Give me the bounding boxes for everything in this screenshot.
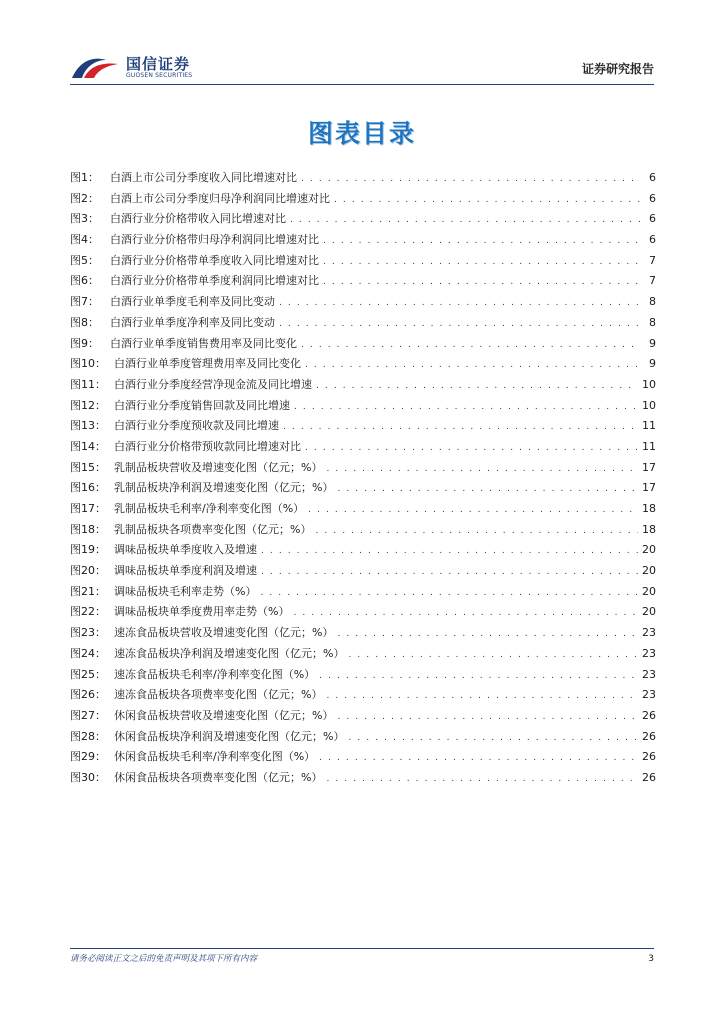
toc-entry[interactable] (70, 437, 656, 458)
toc-entry-title: 白酒行业分价格带单季度收入同比增速对比 (110, 253, 319, 267)
toc-entry-label: 图3： (70, 212, 99, 226)
toc-entry-label: 图16： (70, 481, 106, 495)
toc-entry-title: 调味品板块单季度费用率走势（%） (114, 605, 290, 619)
toc-entry-title: 白酒行业分季度经营净现金流及同比增速 (114, 377, 312, 391)
toc-entry-page: 7 (649, 274, 656, 288)
toc-entry[interactable] (70, 685, 656, 706)
toc-entry-label: 图8： (70, 315, 99, 329)
toc-entry-title: 白酒行业分价格带单季度利润同比增速对比 (110, 274, 319, 288)
toc-entry-page: 20 (642, 605, 656, 619)
toc-entry-page: 26 (642, 708, 656, 722)
toc-entry-label: 图19： (70, 543, 106, 557)
toc-dot-leader (319, 666, 638, 687)
toc-entry-label: 图18： (70, 522, 106, 536)
toc-entry[interactable] (70, 478, 656, 499)
toc-dot-leader (323, 272, 640, 293)
toc-entry-label: 图12： (70, 398, 106, 412)
footer-disclaimer: 请务必阅读正文之后的免责声明及其项下所有内容 (70, 954, 258, 964)
toc-dot-leader (316, 376, 638, 397)
toc-dot-leader (279, 314, 640, 335)
toc-entry-label: 图11： (70, 377, 106, 391)
toc-entry[interactable] (70, 747, 656, 768)
toc-entry[interactable] (70, 416, 656, 437)
toc-dot-leader (315, 521, 638, 542)
page-number: 3 (648, 954, 654, 964)
logo-chinese-name: 国信证券 (126, 55, 191, 73)
toc-entry[interactable] (70, 582, 656, 603)
toc-entry[interactable] (70, 313, 656, 334)
toc-entry-title: 休闲食品板块各项费率变化图（亿元；%） (114, 770, 323, 784)
toc-entry-label: 图24： (70, 646, 106, 660)
toc-entry[interactable] (70, 499, 656, 520)
toc-dot-leader (305, 355, 640, 376)
footer-divider (70, 948, 654, 949)
toc-entry-title: 调味品板块单季度利润及增速 (114, 564, 257, 578)
toc-entry-title: 速冻食品板块净利润及增速变化图（亿元；%） (114, 646, 345, 660)
toc-entry-label: 图10： (70, 357, 106, 371)
toc-entry-label: 图5： (70, 253, 99, 267)
toc-entry-title: 乳制品板块净利润及增速变化图（亿元；%） (114, 481, 334, 495)
toc-entry-title: 休闲食品板块净利润及增速变化图（亿元；%） (114, 729, 345, 743)
toc-entry[interactable] (70, 251, 656, 272)
logo-english-name: GUOSEN SECURITIES (126, 72, 193, 79)
figure-list (70, 168, 656, 789)
toc-entry-title: 速冻食品板块毛利率/净利率变化图（%） (114, 667, 316, 681)
toc-entry[interactable] (70, 768, 656, 789)
toc-entry[interactable] (70, 375, 656, 396)
toc-entry-page: 7 (649, 253, 656, 267)
toc-entry-title: 白酒行业分价格带预收款同比增速对比 (114, 439, 301, 453)
toc-entry-page: 10 (642, 377, 656, 391)
toc-entry-label: 图17： (70, 502, 106, 515)
toc-dot-leader (283, 417, 638, 438)
toc-entry-title: 乳制品板块毛利率/净利率变化图（%） (114, 502, 305, 515)
toc-entry-label: 图14： (70, 439, 106, 453)
toc-dot-leader (337, 479, 638, 500)
toc-entry-label: 图23： (70, 626, 106, 640)
toc-dot-leader (293, 603, 638, 624)
toc-entry-label: 图13： (70, 419, 106, 433)
toc-entry-label: 图20： (70, 564, 106, 578)
toc-entry-title: 乳制品板块各项费率变化图（亿元；%） (114, 522, 312, 536)
toc-entry-label: 图29： (70, 750, 106, 764)
toc-entry-page: 6 (649, 233, 656, 247)
toc-entry-label: 图7： (70, 295, 99, 309)
toc-entry-label: 图6： (70, 274, 99, 288)
toc-entry-page: 23 (642, 646, 656, 660)
toc-entry-page: 23 (642, 688, 656, 702)
toc-entry-page: 6 (649, 171, 656, 184)
toc-entry-page: 26 (642, 729, 656, 743)
toc-entry-page: 18 (642, 522, 656, 536)
toc-entry-page: 8 (649, 315, 656, 329)
toc-dot-leader (334, 190, 640, 211)
toc-entry-label: 图1： (70, 171, 99, 184)
toc-entry-page: 10 (642, 398, 656, 412)
toc-entry-title: 白酒行业单季度毛利率及同比变动 (110, 295, 275, 309)
toc-entry-page: 23 (642, 667, 656, 681)
toc-entry-page: 23 (642, 626, 656, 640)
toc-entry[interactable] (70, 334, 656, 355)
toc-entry-label: 图4： (70, 233, 99, 247)
toc-entry-title: 乳制品板块营收及增速变化图（亿元；%） (114, 460, 323, 474)
toc-entry[interactable] (70, 540, 656, 561)
toc-entry-page: 6 (649, 191, 656, 205)
toc-entry-label: 图2： (70, 191, 99, 205)
toc-entry[interactable] (70, 706, 656, 727)
toc-entry-page: 18 (642, 502, 656, 515)
toc-dot-leader (337, 624, 638, 645)
toc-entry[interactable] (70, 396, 656, 417)
toc-entry-label: 图25： (70, 667, 106, 681)
toc-entry-title: 休闲食品板块毛利率/净利率变化图（%） (114, 750, 316, 764)
toc-entry[interactable] (70, 623, 656, 644)
toc-dot-leader (279, 293, 640, 314)
toc-entry[interactable] (70, 727, 656, 748)
toc-entry-title: 白酒上市公司分季度归母净利润同比增速对比 (110, 191, 330, 205)
guosen-logo (70, 50, 210, 84)
toc-entry[interactable] (70, 168, 656, 189)
toc-entry-page: 17 (642, 481, 656, 495)
toc-entry-page: 20 (642, 564, 656, 578)
toc-entry-label: 图27： (70, 708, 106, 722)
toc-entry-page: 20 (642, 543, 656, 557)
toc-dot-leader (337, 707, 638, 728)
toc-entry-title: 白酒行业分价格带归母净利润同比增速对比 (110, 233, 319, 247)
toc-entry-title: 白酒行业分价格带收入同比增速对比 (110, 212, 286, 226)
toc-dot-leader (301, 169, 640, 190)
toc-dot-leader (348, 645, 638, 666)
toc-entry-page: 11 (642, 439, 656, 453)
toc-entry-label: 图26： (70, 688, 106, 702)
toc-entry-title: 休闲食品板块营收及增速变化图（亿元；%） (114, 708, 334, 722)
toc-dot-leader (260, 583, 638, 604)
toc-entry[interactable] (70, 230, 656, 251)
page-header (70, 48, 654, 84)
toc-dot-leader (326, 686, 638, 707)
toc-entry-page: 17 (642, 460, 656, 474)
toc-entry-label: 图28： (70, 729, 106, 743)
toc-entry-label: 图30： (70, 770, 106, 784)
toc-entry-title: 白酒上市公司分季度收入同比增速对比 (110, 171, 297, 184)
toc-entry-page: 20 (642, 584, 656, 598)
toc-entry-title: 白酒行业单季度净利率及同比变动 (110, 315, 275, 329)
toc-entry-page: 11 (642, 419, 656, 433)
toc-entry-title: 白酒行业单季度管理费用率及同比变化 (114, 357, 301, 371)
toc-entry-title: 速冻食品板块营收及增速变化图（亿元；%） (114, 626, 334, 640)
toc-dot-leader (348, 728, 638, 749)
toc-entry[interactable] (70, 458, 656, 479)
toc-title: 图表目录 (307, 119, 416, 148)
toc-dot-leader (323, 252, 640, 273)
toc-entry-label: 图15： (70, 460, 106, 474)
toc-dot-leader (323, 231, 640, 252)
toc-entry-page: 6 (649, 212, 656, 226)
toc-entry[interactable] (70, 354, 656, 375)
toc-dot-leader (326, 459, 638, 480)
guosen-logo-icon (70, 54, 120, 80)
toc-entry-page: 8 (649, 295, 656, 309)
toc-entry[interactable] (70, 665, 656, 686)
toc-entry-title: 速冻食品板块各项费率变化图（亿元；%） (114, 688, 323, 702)
toc-dot-leader (301, 335, 640, 356)
toc-entry-title: 调味品板块毛利率走势（%） (114, 584, 257, 598)
toc-entry[interactable] (70, 561, 656, 582)
toc-entry-label: 图9： (70, 336, 99, 350)
toc-dot-leader (308, 500, 638, 521)
toc-entry[interactable] (70, 520, 656, 541)
toc-entry[interactable] (70, 292, 656, 313)
report-type-label: 证券研究报告 (581, 62, 654, 76)
toc-dot-leader (294, 397, 638, 418)
toc-entry-label: 图22： (70, 605, 106, 619)
toc-entry[interactable] (70, 602, 656, 623)
header-divider (70, 84, 654, 85)
toc-entry-page: 26 (642, 770, 656, 784)
toc-dot-leader (261, 562, 638, 583)
toc-dot-leader (326, 769, 638, 790)
toc-entry[interactable] (70, 189, 656, 210)
toc-dot-leader (305, 438, 638, 459)
toc-entry-title: 白酒行业单季度销售费用率及同比变化 (110, 336, 297, 350)
toc-dot-leader (290, 210, 640, 231)
toc-dot-leader (261, 541, 638, 562)
toc-entry-title: 白酒行业分季度预收款及同比增速 (114, 419, 279, 433)
toc-dot-leader (319, 748, 638, 769)
toc-entry[interactable] (70, 271, 656, 292)
toc-entry-title: 白酒行业分季度销售回款及同比增速 (114, 398, 290, 412)
toc-entry[interactable] (70, 209, 656, 230)
toc-entry-page: 9 (649, 336, 656, 350)
toc-entry-page: 26 (642, 750, 656, 764)
toc-entry-title: 调味品板块单季度收入及增速 (114, 543, 257, 557)
toc-entry-page: 9 (649, 357, 656, 371)
toc-entry-label: 图21： (70, 584, 106, 598)
toc-entry[interactable] (70, 644, 656, 665)
